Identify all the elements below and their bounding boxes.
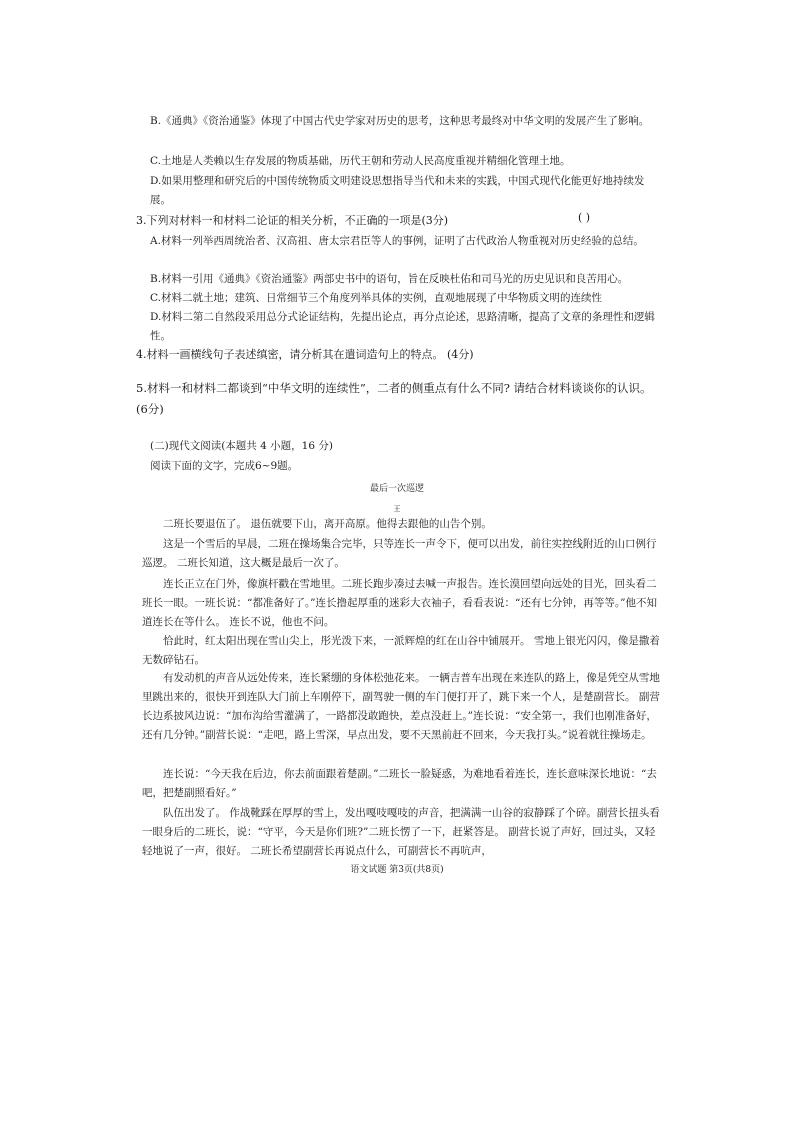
option-text: C.土地是人类赖以生存发展的物质基础，历代王朝和劳动人民高度重视并精细化管理土地。: [150, 155, 571, 167]
option-prev-c: [150, 152, 655, 171]
page-footer: 语文试题 第3页(共8页): [350, 865, 444, 875]
story-paragraph: 连长说：“今天我在后边，你去前面跟着楚副。”二班长一脸疑惑，为难地看着连长，连长意味深长地说：“去吧，把楚副照看好。”: [142, 768, 657, 799]
answer-paren: ( ): [578, 211, 591, 224]
q3-option-a: A.材料一列举西周统治者、汉高祖、唐太宗君臣等人的事例，证明了古代政治人物重视对历史经验的总结。: [150, 235, 644, 247]
question-5: 5.材料一和材料二都谈到“中华文明的连续性”，二者的侧重点有什么不同? 请结合材料谈谈你的认识。 (6分): [136, 381, 652, 416]
story-paragraph: 二班长要退伍了。 退伍就要下山，离开高原。他得去跟他的山告个别。: [163, 518, 492, 530]
q3-option-b: B.材料一引用《通典》《资治通鉴》两部史书中的语句，旨在反映杜佑和司马光的历史见识和良苦用心。: [150, 273, 629, 285]
section-instruction: 阅读下面的文字，完成6~9题。: [150, 460, 299, 472]
q3-option-d: D.材料二第二自然段采用总分式论证结构，先提出论点，再分点论述，思路清晰，提高了文章的条理性和逻辑性。: [150, 311, 655, 342]
option-text: D.如果用整理和研究后的中国传统物质文明建设思想指导当代和未来的实践，中国式现代化能更好地持续发展。: [150, 175, 645, 206]
story-paragraph: 这是一个雪后的早晨，二班在操场集合完毕，只等连长一声令下，便可以出发，前往实控线附近的山口例行巡逻。 二班长知道，这大概是最后一次了。: [142, 538, 657, 569]
story-paragraph: 恰此时，红太阳出现在雪山尖上，彤光泼下来，一派辉煌的红在山谷中铺展开。 雪地上银光闪闪，像是撒着无数碎钻石。: [142, 635, 660, 666]
story-author: 王: [393, 505, 401, 513]
section-heading: (二)现代文阅读(本题共 4 小题，16 分): [150, 440, 333, 452]
option-text: B.《通典》《资治通鉴》体现了中国古代史学家对历史的思考，这种思考最终对中华文明的发展产生了影响。: [150, 115, 650, 127]
story-title: 最后一次巡逻: [369, 484, 424, 494]
q3-option-c: C.材料二就土地；建筑、日常细节三个角度列举具体的实例，直观地展现了中华物质文明的连续性: [150, 292, 602, 304]
question-3-stem: 3.下列对材料一和材料二论证的相关分析，不正确的一项是(3分): [136, 214, 449, 227]
option-prev-d: [150, 172, 655, 210]
story-paragraph: 队伍出发了。 作战靴踩在厚厚的雪上，发出嘎吱嘎吱的声音，把满满一山谷的寂静踩了个碎。副营长扭头看一眼身后的二班长，说：“守平，今天是你们班?”二班长愣了一下，赶紧答是。 副营长说了声好，回过头，又轻轻地说了一声，很好。 二班长希望副营长再说点什么，可副营长不再吭声，: [142, 807, 660, 857]
question-4: 4.材料一画横线句子表述缜密，请分析其在遣词造句上的特点。 (4分): [136, 348, 474, 361]
story-paragraph: 连长正立在门外，像旗杆戳在雪地里。二班长跑步凑过去喊一声报告。连长漠回望向远处的目光，回头看二班长一眼。一班长说：“都准备好了。”连长撸起厚重的迷彩大衣袖子，看看表说：“还有七分钟，再等等。”他不知道连长在等什么。 连长不说，他也不问。: [142, 578, 657, 628]
story-paragraph: 有发动机的声音从远处传来，连长紧绷的身体松弛花来。 一辆吉普车出现在来连队的路上，像是凭空从雪地里跳出来的，很快开到连队大门前上车刚停下，副驾驶一侧的车门便打开了，跳下来一个人，是楚副营长。 副营长边系披风边说：“加布沟给雪灌满了，一路都没敢跑快，差点没赶上。”连长说：“安全第一，我们也刚准备好，还有几分钟。”副营长说：“走吧，路上雪深，早点出发，要不天黑前赶不回来，今天我打头。”说着就往操场走。: [142, 672, 660, 741]
option-prev-b: [150, 112, 655, 131]
